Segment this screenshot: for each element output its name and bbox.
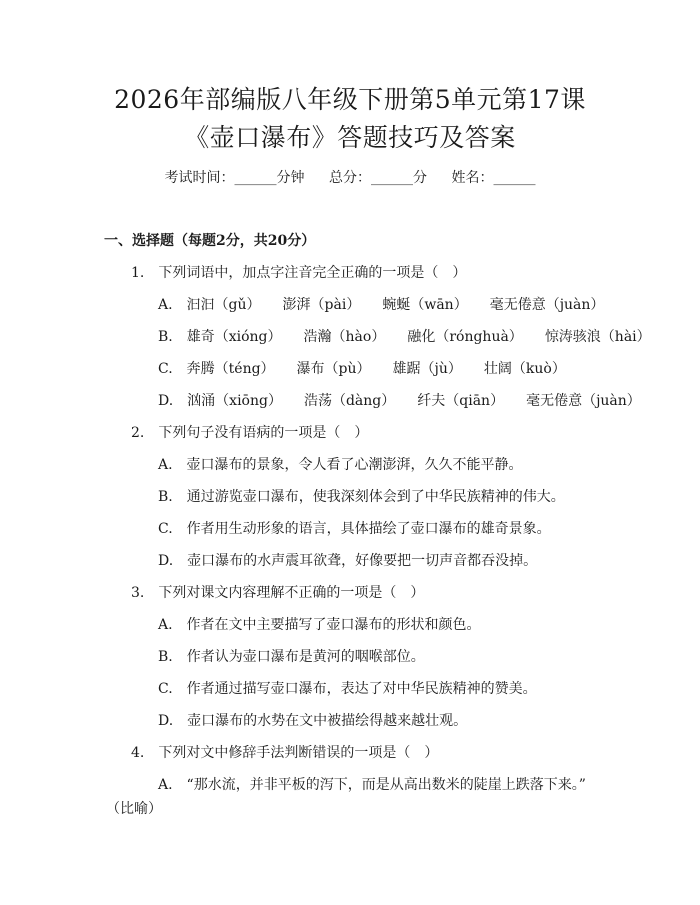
- question-2-option-d: D. 壶口瀑布的水声震耳欲聋，好像要把一切声音都吞没掉。: [158, 553, 538, 569]
- question-3-option-b: B. 作者认为壶口瀑布是黄河的咽喉部位。: [158, 649, 425, 665]
- exam-time: 考试时间：______分钟: [164, 170, 305, 186]
- question-4-stem: 4. 下列对文中修辞手法判断错误的一项是（ ）: [131, 745, 439, 761]
- question-4-option-a-note: （比喻）: [106, 801, 162, 817]
- exam-name: 姓名：______: [451, 170, 536, 186]
- question-4-option-a: A. “那水流，并非平板的泻下，而是从高出数米的陡崖上跌落下来。”: [158, 777, 586, 793]
- question-1-stem: 1. 下列词语中，加点字注音完全正确的一项是（ ）: [131, 265, 467, 281]
- question-2-option-b: B. 通过游览壶口瀑布，使我深刻体会到了中华民族精神的伟大。: [158, 489, 565, 505]
- question-1-option-c: C. 奔腾（téng） 瀑布（pù） 雄踞（jù） 壮阔（kuò）: [158, 361, 566, 377]
- question-3-option-c: C. 作者通过描写壶口瀑布，表达了对中华民族精神的赞美。: [158, 681, 537, 697]
- document-title-line2: 《壶口瀑布》答题技巧及答案: [184, 123, 516, 152]
- question-2-stem: 2. 下列句子没有语病的一项是（ ）: [131, 425, 369, 441]
- question-1-option-a: A. 汩汩（gǔ） 澎湃（pài） 蜿蜒（wān） 毫无倦意（juàn）: [158, 297, 605, 313]
- section-heading: 一、选择题（每题2分，共20分）: [104, 233, 316, 249]
- question-3-stem: 3. 下列对课文内容理解不正确的一项是（ ）: [131, 585, 425, 601]
- question-3-option-a: A. 作者在文中主要描写了壶口瀑布的形状和颜色。: [158, 617, 481, 633]
- question-1-option-b: B. 雄奇（xióng） 浩瀚（hào） 融化（rónghuà） 惊涛骇浪（hài）: [158, 329, 651, 345]
- document-title-line1: 2026年部编版八年级下册第5单元第17课: [114, 85, 586, 114]
- question-2-option-a: A. 壶口瀑布的景象，令人看了心潮澎湃，久久不能平静。: [158, 457, 523, 473]
- exam-score: 总分：______分: [329, 170, 427, 186]
- question-2-option-c: C. 作者用生动形象的语言，具体描绘了壶口瀑布的雄奇景象。: [158, 521, 551, 537]
- exam-info: [0, 167, 700, 187]
- question-1-option-d: D. 汹涌（xiōng） 浩荡（dàng） 纤夫（qiān） 毫无倦意（juàn）: [158, 393, 641, 409]
- question-3-option-d: D. 壶口瀑布的水势在文中被描绘得越来越壮观。: [158, 713, 468, 729]
